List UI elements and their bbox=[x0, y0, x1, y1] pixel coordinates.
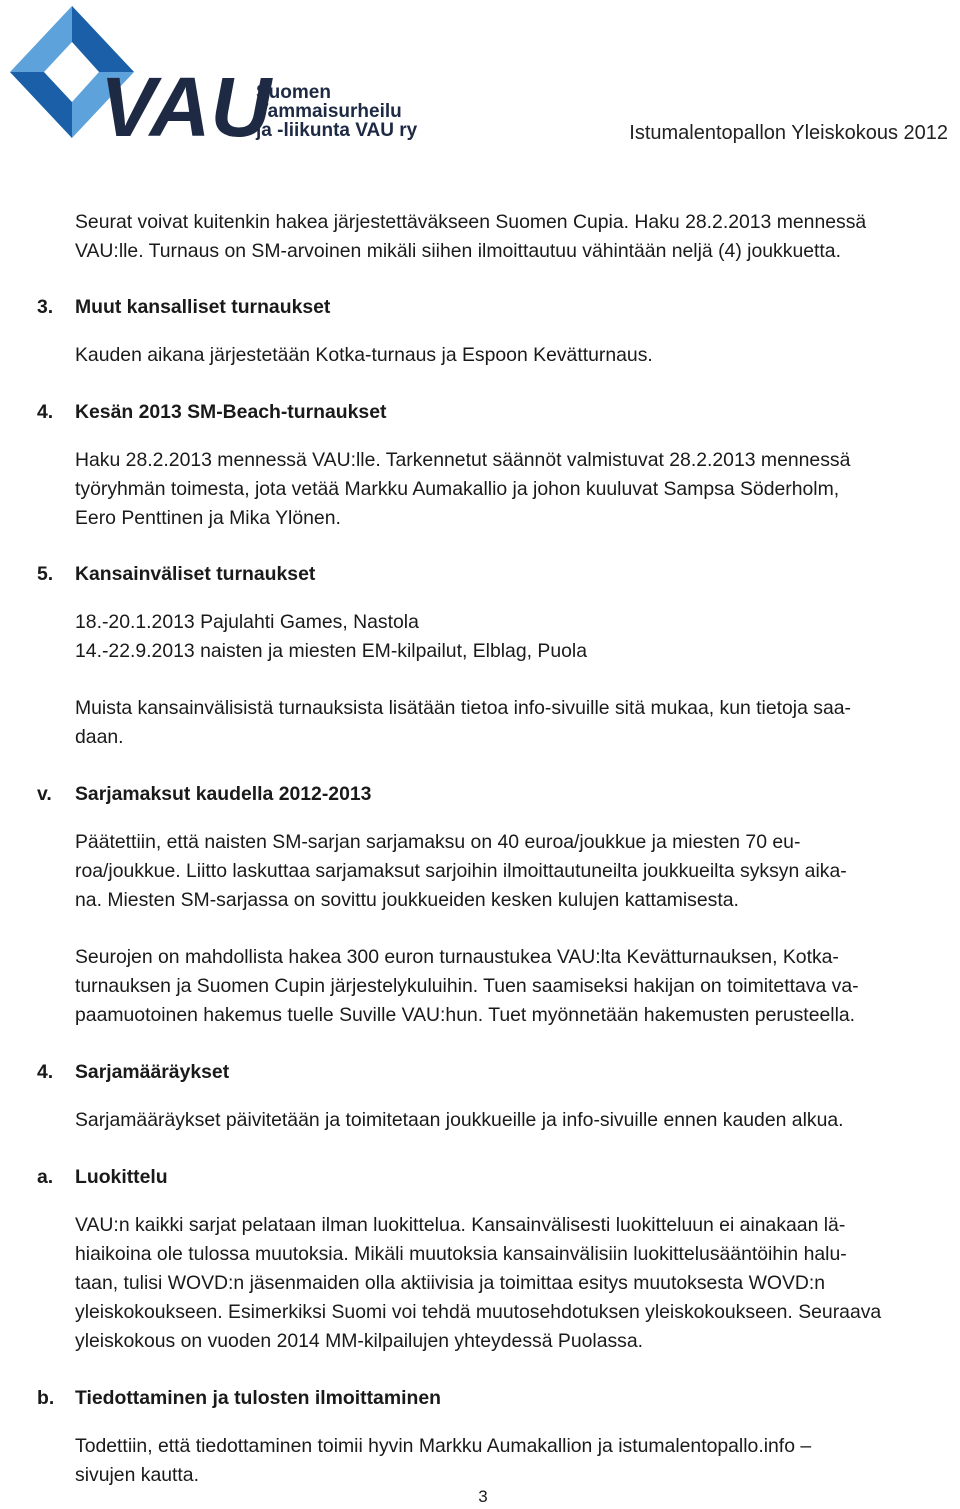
text-line: Haku 28.2.2013 mennessä VAU:lle. Tarkennetut säännöt valmistuvat 28.2.2013 mennessä bbox=[75, 449, 851, 471]
section-number: b. bbox=[37, 1387, 55, 1409]
section-heading-4 bbox=[37, 398, 960, 427]
text-line: Muista kansainvälisistä turnauksista lisätään tietoa info-sivuille sitä mukaa, kun tietoja saa- bbox=[75, 697, 852, 719]
section-v-paragraph-2 bbox=[75, 943, 950, 1030]
text-line: paamuotoinen hakemus tuelle Suville VAU:hun. Tuet myönnetään hakemusten perusteella. bbox=[75, 1004, 856, 1026]
section-number: 5. bbox=[37, 563, 54, 585]
section-heading-3 bbox=[37, 293, 960, 322]
section-title: Kansainväliset turnaukset bbox=[75, 563, 316, 585]
section-title: Muut kansalliset turnaukset bbox=[75, 296, 331, 318]
event-list bbox=[75, 608, 950, 666]
section-heading-b bbox=[37, 1384, 960, 1413]
event-item: 18.-20.1.2013 Pajulahti Games, Nastola bbox=[75, 611, 419, 633]
section-number: 4. bbox=[37, 401, 54, 423]
section-number: v. bbox=[37, 783, 52, 805]
text-line: turnauksen ja Suomen Cupin järjestelykuluihin. Tuen saamiseksi hakijan on toimitettava va- bbox=[75, 975, 859, 997]
text-line: VAU:n kaikki sarjat pelataan ilman luokittelua. Kansainvälisesti luokitteluun ei ainakaan lä- bbox=[75, 1214, 846, 1236]
section-heading-a bbox=[37, 1163, 960, 1192]
classification-text bbox=[75, 1211, 950, 1356]
text-line: na. Miesten SM-sarjassa on sovittu joukkueiden kesken kulujen kattamisesta. bbox=[75, 889, 739, 911]
communication-text bbox=[75, 1432, 950, 1490]
intro-paragraph bbox=[75, 208, 950, 266]
section-5-text bbox=[75, 694, 950, 752]
section-v-paragraph-1 bbox=[75, 828, 950, 915]
section-heading-4-regulations bbox=[37, 1058, 960, 1087]
text-line: taan, tulisi WOVD:n jäsenmaiden olla aktiivisia ja toimittaa esitys muutoksesta WOVD:n bbox=[75, 1272, 826, 1294]
section-4-text bbox=[75, 446, 950, 533]
text-line: työryhmän toimesta, jota vetää Markku Aumakallio ja johon kuuluvat Sampsa Söderholm, bbox=[75, 478, 840, 500]
org-name-line-2: Vammaisurheilu bbox=[256, 101, 402, 122]
text-line: daan. bbox=[75, 726, 124, 748]
section-3-text: Kauden aikana järjestetään Kotka-turnaus ja Espoon Kevätturnaus. bbox=[75, 344, 653, 366]
section-title: Kesän 2013 SM-Beach-turnaukset bbox=[75, 401, 387, 423]
text-line: yleiskokous on vuoden 2014 MM-kilpailujen yhteydessä Puolassa. bbox=[75, 1330, 644, 1352]
logo-text: VAU bbox=[100, 60, 272, 147]
text-line: roa/joukkue. Liitto laskuttaa sarjamaksut sarjoihin ilmoittautuneilta joukkueilta syksyn aika- bbox=[75, 860, 847, 882]
section-number: 3. bbox=[37, 296, 54, 318]
vau-logo bbox=[4, 2, 424, 147]
section-number: 4. bbox=[37, 1061, 54, 1083]
section-heading-v bbox=[37, 780, 960, 809]
text-line: Seurat voivat kuitenkin hakea järjestettäväkseen Suomen Cupia. Haku 28.2.2013 mennessä bbox=[75, 211, 867, 233]
section-title: Sarjamaksut kaudella 2012-2013 bbox=[75, 783, 372, 805]
section-heading-5 bbox=[37, 560, 960, 589]
text-line: sivujen kautta. bbox=[75, 1464, 199, 1486]
text-line: Eero Penttinen ja Mika Ylönen. bbox=[75, 507, 341, 529]
text-line: hiaikoina ole tulossa muutoksia. Mikäli muutoksia kansainvälisiin luokittelusääntöihin halu- bbox=[75, 1243, 847, 1265]
text-line: Seurojen on mahdollista hakea 300 euron turnaustukea VAU:lta Kevätturnauksen, Kotka- bbox=[75, 946, 839, 968]
section-title: Luokittelu bbox=[75, 1166, 168, 1188]
regulations-text: Sarjamääräykset päivitetään ja toimitetaan joukkueille ja info-sivuille ennen kauden alkua. bbox=[75, 1109, 844, 1131]
org-name-line-1: Suomen bbox=[256, 82, 331, 103]
text-line: VAU:lle. Turnaus on SM-arvoinen mikäli siihen ilmoittautuu vähintään neljä (4) joukkuetta. bbox=[75, 240, 841, 262]
document-body bbox=[0, 200, 960, 1490]
page-number: 3 bbox=[478, 1487, 488, 1506]
event-item: 14.-22.9.2013 naisten ja miesten EM-kilpailut, Elblag, Puola bbox=[75, 640, 587, 662]
section-title: Sarjamääräykset bbox=[75, 1061, 230, 1083]
section-title: Tiedottaminen ja tulosten ilmoittaminen bbox=[75, 1387, 441, 1409]
text-line: Päätettiin, että naisten SM-sarjan sarjamaksu on 40 euroa/joukkue ja miesten 70 eu- bbox=[75, 831, 801, 853]
document-title: Istumalentopallon Yleiskokous 2012 bbox=[629, 122, 948, 144]
text-line: yleiskokoukseen. Esimerkiksi Suomi voi tehdä muutosehdotuksen yleiskokoukseen. Seuraava bbox=[75, 1301, 882, 1323]
org-name-line-3: ja -liikunta VAU ry bbox=[256, 120, 418, 141]
section-number: a. bbox=[37, 1166, 54, 1188]
text-line: Todettiin, että tiedottaminen toimii hyvin Markku Aumakallion ja istumalentopallo.info – bbox=[75, 1435, 812, 1457]
